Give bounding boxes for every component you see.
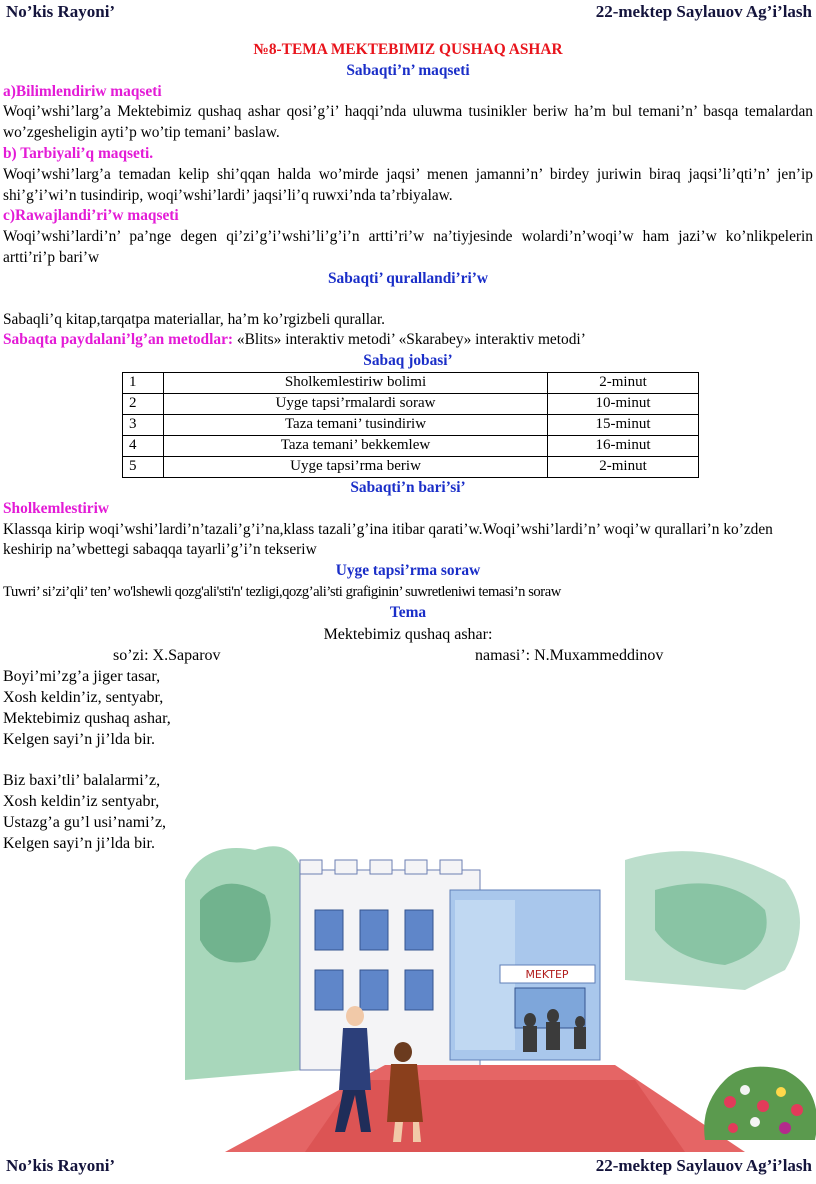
- topic-heading: Tema: [389, 603, 427, 621]
- plan-step-name: Taza temani’ tusindiriw: [164, 414, 548, 435]
- organization-text: Klassqa kirip woqi’wshi’lardi’n’tazali’g’i’na,klass tazali’g’ina itibar qarati’w.Woqi’wshi’lardi’n’ woqi’w qurallari’n ko’zden keshirip na’wbettegi sabaqqa tayarli’g’i’n tekseriw: [3, 520, 773, 559]
- plan-row: [123, 414, 699, 435]
- goal-a-text: Woqi’wshi’larg’a Mektebimiz qushaq ashar qosi’g’i’ haqqi’nda uluwma tusinikler beriw ha’m bul temani’n’ basqa temalardan wo’zgesheligin ayti’p wo’tip temani’ baslaw.: [3, 103, 813, 142]
- plan-row: [123, 435, 699, 456]
- lesson-plan-body: [3, 40, 813, 854]
- plan-row: [123, 372, 699, 393]
- plan-step-number: 5: [123, 456, 164, 477]
- methods-label: Sabaqta paydalani’lg’an metodlar:: [3, 331, 234, 349]
- plan-step-number: 3: [123, 414, 164, 435]
- song-credits: [3, 645, 813, 666]
- plan-step-number: 1: [123, 372, 164, 393]
- plan-step-duration: 2-minut: [548, 372, 699, 393]
- goal-a-label: a)Bilimlendiriw maqseti: [3, 82, 162, 100]
- progress-heading: Sabaqti’n bari’si’: [350, 478, 466, 496]
- footer-school-author: 22-mektep Saylauov Ag’i’lash: [595, 1156, 812, 1175]
- plan-step-name: Uyge tapsi’rma beriw: [164, 456, 548, 477]
- plan-step-number: 2: [123, 393, 164, 414]
- equipment-heading: Sabaqti’ qurallandi’ri’w: [327, 269, 489, 287]
- stanza-1-line: Xosh keldin’iz, sentyabr,: [3, 688, 164, 706]
- plan-step-name: Taza temani’ bekkemlew: [164, 435, 548, 456]
- lesson-plan-table: [122, 372, 699, 478]
- methods-text: «Blits» interaktiv metodi’ «Skarabey» interaktiv metodi’: [233, 331, 586, 349]
- stanza-1-line: Kelgen sayi’n ji’lda bir.: [3, 730, 155, 748]
- lyrics-author: so’zi: X.Saparov: [113, 646, 221, 664]
- song-title: Mektebimiz qushaq ashar:: [323, 625, 493, 643]
- plan-row: [123, 456, 699, 477]
- footer-district: No’kis Rayoni’: [6, 1156, 116, 1175]
- page-header: [0, 0, 816, 30]
- plan-step-number: 4: [123, 435, 164, 456]
- lesson-title: №8-TEMA MEKTEBIMIZ QUSHAQ ASHAR: [253, 41, 563, 58]
- page-footer: [0, 1154, 816, 1184]
- school-illustration: [185, 840, 816, 1152]
- goal-b-label: b) Tarbiyali’q maqseti.: [3, 144, 154, 162]
- plan-step-duration: 10-minut: [548, 393, 699, 414]
- stanza-2-line: Biz baxi’tli’ balalarmi’z,: [3, 771, 161, 789]
- plan-step-duration: 2-minut: [548, 456, 699, 477]
- header-school-author: 22-mektep Saylauov Ag’i’lash: [595, 2, 812, 21]
- plan-step-name: Uyge tapsi’rmalardi soraw: [164, 393, 548, 414]
- plan-step-duration: 15-minut: [548, 414, 699, 435]
- goal-b-text: Woqi’wshi’larg’a temadan kelip shi’qqan halda wo’mirde jaqsi’ menen jamanni’n’ birdey juriwin biraq jaqsi’li’qti’n’ jen’ip shi’g’i’wi’n tusindirip, woqi’wshi’lardi’ jaqsi’li’q ruwxi’nda ta’rbiyalaw.: [3, 165, 813, 204]
- plan-heading: Sabaq jobasi’: [363, 352, 453, 370]
- music-author: namasi’: N.Muxammeddinov: [475, 646, 664, 664]
- plan-step-duration: 16-minut: [548, 435, 699, 456]
- homework-text: Tuwri’ si’zi’qli’ ten’ wo'lshewli qozg'ali'sti'n' tezligi,qozg’ali’sti grafiginin’ suwretleniwi temasi’n soraw: [3, 583, 561, 600]
- stanza-1-line: Boyi’mi’zg’a jiger tasar,: [3, 667, 161, 685]
- stanza-2-line: Kelgen sayi’n ji’lda bir.: [3, 834, 155, 852]
- plan-step-name: Sholkemlestiriw bolimi: [164, 372, 548, 393]
- goal-c-text: Woqi’wshi’lardi’n’ pa’nge degen qi’zi’g’i’wshi’li’g’i’n artti’ri’w na’tiyjesinde wolardi’n’woqi’w ham jazi’w ko’nlikpelerin artti’ri’p bari’w: [3, 228, 813, 266]
- stanza-2-line: Xosh keldin’iz sentyabr,: [3, 792, 160, 810]
- methods-line: [3, 330, 813, 351]
- header-district: No’kis Rayoni’: [6, 2, 116, 21]
- homework-heading: Uyge tapsi’rma soraw: [335, 562, 481, 580]
- song-lyrics: [3, 624, 813, 854]
- stanza-1-line: Mektebimiz qushaq ashar,: [3, 709, 171, 727]
- flower-bed: [704, 1067, 816, 1140]
- organization-label: Sholkemlestiriw: [3, 499, 110, 517]
- school-sign: MEKTEP: [525, 968, 569, 981]
- goal-c-label: c)Rawajlandi’ri’w maqseti: [3, 207, 179, 225]
- equipment-text: Sabaqli’q kitap,tarqatpa materiallar, ha’m ko’rgizbeli qurallar.: [3, 310, 386, 328]
- stanza-2-line: Ustazg’a gu’l usi’nami’z,: [3, 813, 167, 831]
- goals-heading: Sabaqti’n’ maqseti: [346, 61, 470, 79]
- plan-row: [123, 393, 699, 414]
